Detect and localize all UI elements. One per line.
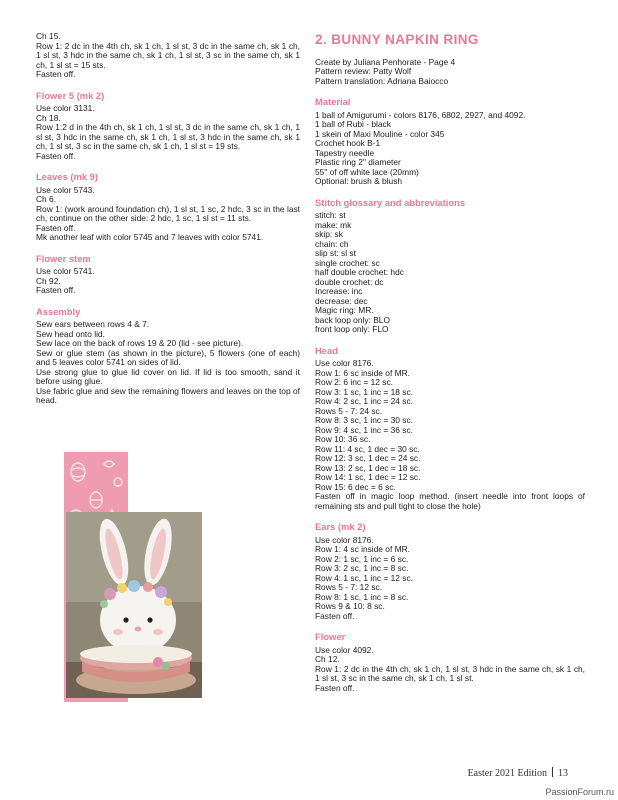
section-heading-head: Head	[315, 344, 338, 356]
text-line: Use color 8176.	[315, 358, 374, 368]
text-line: Use fabric glue and sew the remaining flowers and leaves on the top of head.	[36, 385, 300, 405]
text-line: Row 4: 1 sc, 1 inc = 12 sc.	[315, 572, 413, 583]
text-line: Use color 5741.	[36, 266, 95, 276]
text-line: Tapestry needle	[315, 147, 375, 158]
text-line: Row 8: 3 sc, 1 inc = 30 sc.	[315, 415, 413, 425]
text-line: Row 11: 4 sc, 1 dec = 30 sc.	[315, 443, 420, 454]
text-line: Optional: brush & blush	[315, 176, 403, 186]
text-line: Crochet hook B-1	[315, 138, 381, 148]
section-heading-ears: Ears (mk 2)	[315, 521, 366, 532]
flower5-block	[36, 104, 300, 161]
edition-label: Easter 2021 Edition	[467, 768, 547, 779]
text-line: Use color 3131.	[36, 103, 95, 113]
text-line: Rows 5 - 7: 24 sc.	[315, 405, 383, 416]
text-line: Ch 15.	[36, 31, 61, 41]
pattern-title: 2. BUNNY NAPKIN RING	[315, 32, 479, 47]
text-line: Increase: inc	[315, 286, 363, 296]
text-line: Ch 6.	[36, 194, 57, 204]
text-line: Fasten off.	[36, 150, 76, 161]
text-line: Rows 5 - 7: 12 sc.	[315, 582, 383, 592]
section-heading-stem: Flower stem	[36, 252, 91, 264]
text-line: Row 2: 1 sc, 1 inc = 6 sc.	[315, 553, 409, 564]
flower-block	[315, 646, 585, 694]
text-line: Use color 8176.	[315, 534, 374, 545]
text-line: Row 1: 2 dc in the 4th ch, sk 1 ch, 1 sl st, 3 dc in the same ch, sk 1 ch, 1 sl st, 3 hdc in the same ch, sk 1 ch, 1 sl st, 3 sc in the same ch, sk 1 ch, 1 sl st = 15 sts.	[36, 40, 300, 70]
section-heading-assembly: Assembly	[36, 305, 81, 317]
leaves-block	[36, 186, 300, 243]
section-heading-flower5: Flower 5 (mk 2)	[36, 89, 105, 101]
text-line: Fasten off.	[315, 682, 355, 693]
text-line: front loop only: FLO	[315, 324, 389, 334]
text-line: Ch 12.	[315, 654, 340, 664]
stem-block	[36, 267, 300, 296]
text-line: Row 10: 36 sc.	[315, 434, 371, 444]
text-line: Sew ears between rows 4 & 7.	[36, 319, 150, 329]
text-line: double crochet: dc	[315, 276, 384, 287]
section-heading-material: Material	[315, 96, 351, 107]
credits-block	[315, 58, 585, 87]
text-line: Row 1: (work around foundation ch), 1 sl st, 1 sc, 2 hdc, 3 sc in the last ch, continue on the other side: 2 hdc, 1 sc, 1 sl st = 11 sts.	[36, 203, 300, 223]
text-line: Row 1: 4 sc inside of MR.	[315, 544, 410, 554]
text-line: 1 ball of Amigurumi - colors 8176, 6802, 2927, and 4092.	[315, 109, 526, 120]
text-line: chain: ch	[315, 238, 349, 249]
assembly-block	[36, 320, 300, 406]
text-line: Row 1:2 d in the 4th ch, sk 1 ch, 1 sl st, 3 dc in the same ch, sk 1 ch, 1 sl st, 3 hdc in the same ch, sk 1 ch, 1 sl st, 3 hdc in the same ch, sk 1 ch, 1 sl st, 3 sc in the same ch, sk 1 ch, 1 sl st = 19 sts.	[36, 122, 300, 151]
text-line: Sew head onto lid.	[36, 328, 105, 339]
text-line: Magic ring: MR.	[315, 305, 374, 315]
text-line: Ch 92.	[36, 275, 61, 286]
text-line: Plastic ring 2" diameter	[315, 157, 401, 167]
material-block	[315, 111, 585, 187]
text-line: Row 14: 1 sc, 1 dec = 12 sc.	[315, 472, 421, 482]
text-line: Row 1: 2 dc in the 4th ch, sk 1 ch, 1 sl st, 3 hdc in the same ch, sk 1 ch, 1 sl st, 3 sc in the same ch, sk 1 ch, 1 sl st.	[315, 663, 585, 683]
text-line: slip st: sl st	[315, 248, 356, 258]
text-line: Row 15: 6 dec = 6 sc.	[315, 481, 396, 492]
glossary-block	[315, 211, 585, 335]
text-line: 55" of off white lace (20mm)	[315, 166, 419, 177]
text-line: Fasten off in magic loop method. (insert needle into front loops of remaining sts and pull tight to close the hole)	[315, 491, 585, 511]
text-line: Row 3: 2 sc, 1 inc = 8 sc.	[315, 563, 409, 573]
text-line: Row 8: 1 sc, 1 inc = 8 sc.	[315, 591, 409, 602]
text-line: Pattern review: Patty Wolf	[315, 66, 412, 76]
left-column	[36, 32, 300, 406]
text-line: Ch 18.	[36, 112, 61, 123]
section-heading-flower: Flower	[315, 631, 346, 642]
head-block	[315, 359, 585, 511]
page-number: 13	[558, 768, 568, 779]
text-line: Row 9: 4 sc, 1 inc = 36 sc.	[315, 424, 413, 435]
text-line: Row 3: 1 sc, 1 inc = 18 sc.	[315, 386, 413, 397]
text-line: 1 skein of Maxi Mouline - color 345	[315, 128, 445, 139]
text-line: Row 2: 6 inc = 12 sc.	[315, 377, 393, 387]
text-line: Fasten off.	[36, 285, 76, 295]
text-line: Sew lace on the back of rows 19 & 20 (lid - see picture).	[36, 338, 244, 348]
page-footer	[468, 767, 568, 779]
text-line: Mk another leaf with color 5745 and 7 leaves with color 5741.	[36, 232, 264, 242]
text-line: decrease: dec	[315, 295, 368, 306]
text-line: Fasten off.	[315, 610, 355, 621]
text-line: Fasten off.	[36, 69, 76, 79]
text-line: Rows 9 & 10: 8 sc.	[315, 601, 385, 611]
bunny-photo-block	[64, 452, 202, 702]
text-line: Row 13: 2 sc, 1 dec = 18 sc.	[315, 462, 421, 473]
text-line: stitch: st	[315, 210, 346, 220]
text-line: Create by Juliana Penhorate - Page 4	[315, 56, 456, 67]
text-line: back loop only: BLO	[315, 314, 390, 325]
text-line: 1 ball of Rubi - black	[315, 119, 391, 129]
text-line: Pattern translation: Adriana Baiocco	[315, 75, 449, 86]
text-line: Fasten off.	[36, 222, 76, 233]
ears-block	[315, 536, 585, 622]
footer-divider	[552, 767, 553, 777]
text-line: single crochet: sc	[315, 257, 380, 268]
text-line: Use strong glue to glue lid cover on lid. If lid is too smooth, sand it before using glue.	[36, 366, 300, 386]
text-line: Use color 4092.	[315, 644, 374, 655]
intro-block	[36, 32, 300, 80]
bunny-napkin-ring-photo	[66, 512, 202, 698]
text-line: skip: sk	[315, 229, 343, 239]
section-heading-glossary: Stitch glossary and abbreviations	[315, 196, 466, 208]
text-line: Sew or glue stem (as shown in the picture), 5 flowers (one of each) and 5 leaves color 5741 on sides of lid.	[36, 347, 300, 367]
right-column	[315, 32, 585, 693]
text-line: half double crochet: hdc	[315, 267, 404, 277]
text-line: Row 4: 2 sc, 1 inc = 24 sc.	[315, 396, 413, 406]
text-line: Use color 5743.	[36, 184, 95, 195]
text-line: Row 12: 3 sc, 1 dec = 24 sc.	[315, 453, 421, 463]
text-line: Row 1: 6 sc inside of MR.	[315, 367, 410, 378]
watermark: PassionForum.ru	[545, 787, 614, 797]
section-heading-leaves: Leaves (mk 9)	[36, 171, 99, 182]
text-line: make: mk	[315, 219, 352, 230]
